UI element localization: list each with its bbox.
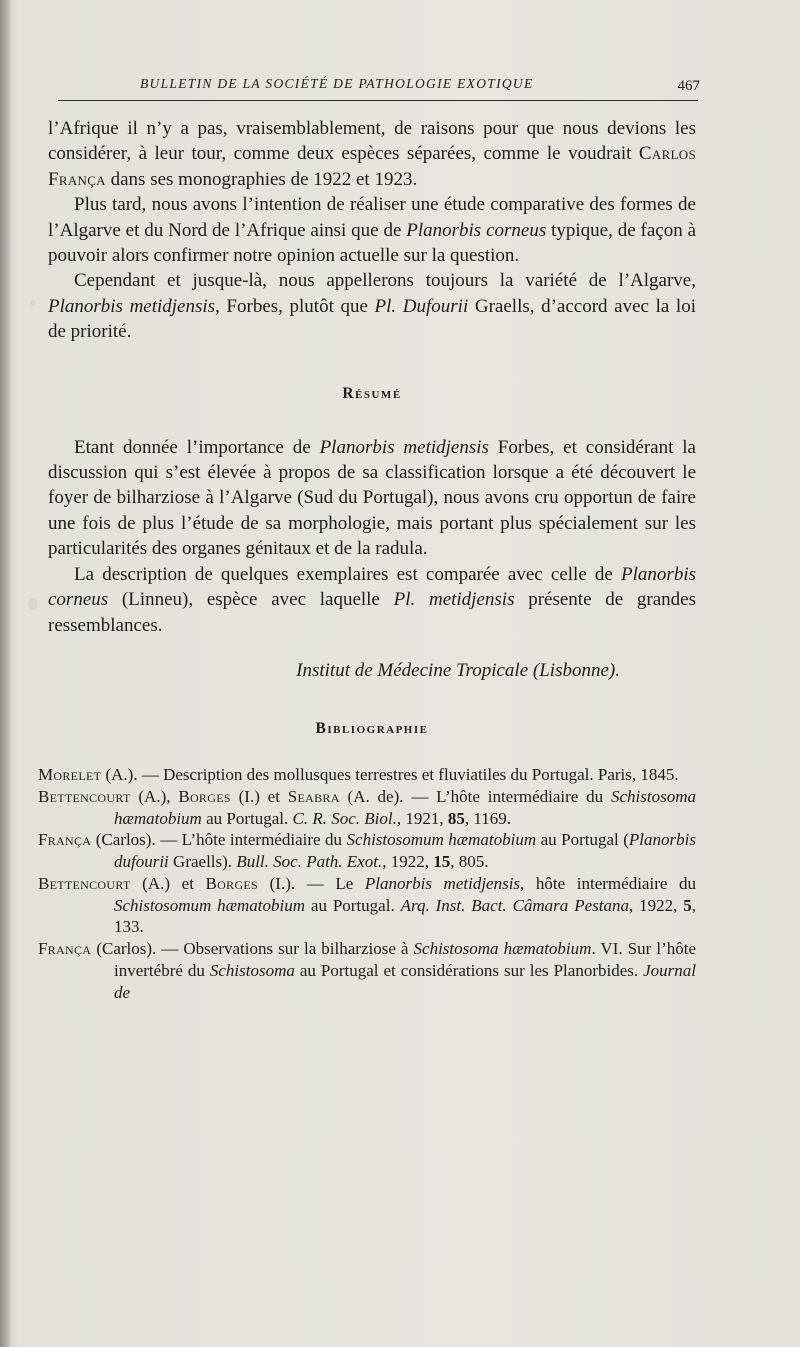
text-run: , 805. bbox=[450, 852, 489, 872]
author-name: Borges bbox=[178, 786, 231, 806]
italic-text: Schistosoma hæmatobium bbox=[114, 786, 696, 828]
text-run: Cependant et jusque-là, nous appellerons toujours la variété de l’Algarve, bbox=[74, 270, 696, 292]
running-title: BULLETIN DE LA SOCIÉTÉ DE PATHOLOGIE EXOTIQUE bbox=[140, 76, 534, 91]
page-spine-shadow bbox=[0, 0, 10, 1347]
text-run: (I.). — Le bbox=[258, 873, 365, 893]
page-number: 467 bbox=[677, 78, 700, 94]
text-run: typique, de façon à pouvoir alors confirmer notre opinion actuelle sur la question. bbox=[48, 219, 697, 267]
italic-text: Schistosoma hæmatobium bbox=[413, 939, 592, 959]
text-run: (Carlos). — Observations sur la bilharziose à bbox=[91, 939, 414, 959]
text-run: présente de grandes ressemblances. bbox=[48, 589, 696, 636]
text-run: , 133. bbox=[114, 895, 697, 937]
text-run: La description de quelques exemplaires est comparée avec celle de bbox=[74, 563, 622, 585]
text-run: au Portugal. bbox=[201, 808, 293, 828]
bibliography-list bbox=[38, 764, 696, 1004]
italic-text: Lisbonne bbox=[539, 659, 609, 681]
resume-heading: Résumé bbox=[342, 384, 402, 402]
resume-paragraph bbox=[48, 562, 696, 638]
text-run: , hôte intermédiaire du bbox=[520, 873, 697, 893]
intro-section bbox=[48, 116, 696, 345]
italic-text: C. R. Soc. Biol. bbox=[292, 808, 397, 828]
author-name: França bbox=[38, 939, 92, 959]
institution-signature bbox=[48, 660, 696, 682]
text-run: (A.), bbox=[130, 786, 179, 806]
italic-text: Planorbis corneus bbox=[48, 563, 696, 611]
text-run: , 1922, bbox=[628, 895, 684, 915]
bibliography-entry bbox=[38, 829, 696, 873]
italic-text: Bull. Soc. Path. Exot. bbox=[236, 852, 383, 872]
page-body bbox=[38, 116, 697, 1004]
author-name: Carlos França bbox=[48, 143, 696, 190]
italic-text: Planorbis metidjensis bbox=[319, 436, 489, 458]
italic-text: Pl. metidjensis bbox=[393, 589, 515, 611]
bibliography-entry bbox=[38, 873, 696, 938]
italic-text: Schistosomum hæmatobium bbox=[346, 830, 537, 850]
header-rule bbox=[58, 100, 698, 101]
intro-paragraph bbox=[48, 268, 696, 344]
italic-text: Pl. Dufourii bbox=[374, 295, 469, 317]
italic-text: Schistosomum hæmatobium bbox=[114, 895, 306, 915]
italic-text: Institut de Médecine Tropicale ( bbox=[296, 659, 540, 681]
text-run: (A.) et bbox=[130, 873, 206, 893]
author-name: Bettencourt bbox=[38, 873, 131, 893]
author-name: Borges bbox=[205, 873, 259, 893]
speck bbox=[30, 300, 36, 306]
italic-text: ). bbox=[608, 659, 620, 681]
author-name: Seabra bbox=[287, 786, 340, 806]
italic-text: Planorbis metidjensis bbox=[48, 295, 216, 317]
italic-text: Planorbis corneus bbox=[406, 219, 547, 241]
text-run: Graells, d’accord avec la loi de priorité. bbox=[48, 295, 696, 343]
text-run: , 1169. bbox=[464, 808, 511, 828]
author-name: França bbox=[38, 830, 92, 850]
text-run: au Portugal ( bbox=[536, 830, 629, 850]
text-run: l’Afrique il n’y a pas, vraisemblablement, de raisons pour que nous devions les considérer, à leur tour, comme deux espèces séparées, comme le voudrait bbox=[48, 118, 696, 165]
bibliography-entry bbox=[38, 764, 696, 786]
italic-text: Planorbis dufourii bbox=[114, 830, 696, 872]
text-run: , 1921, bbox=[396, 808, 448, 828]
volume-number: 85 bbox=[447, 808, 465, 828]
intro-paragraph bbox=[48, 192, 696, 268]
bibliography-entry bbox=[38, 786, 696, 830]
italic-text: Journal de bbox=[114, 961, 696, 1002]
italic-text: Planorbis metidjensis bbox=[364, 873, 521, 893]
text-run: Forbes, et considérant la discussion qui s’est élevée à propos de sa classification lorsque a été découvert le foyer de bilharziose à l’Algarve (Sud du Portugal), nous avons cru opportun de faire une fois de plus l’étude de sa morphologie, mais portant plus spécialement sur les particularités des organes génitaux et de la radula. bbox=[48, 436, 696, 560]
text-run: (Linneu), espèce avec laquelle bbox=[108, 589, 394, 611]
resume-paragraph bbox=[48, 435, 696, 562]
text-run: Graells). bbox=[168, 852, 237, 872]
text-run: au Portugal et considérations sur les Planorbides. bbox=[294, 961, 644, 981]
text-run: dans ses monographies de 1922 et 1923. bbox=[105, 168, 418, 190]
text-run: . VI. Sur l’hôte invertébré du bbox=[114, 939, 696, 981]
speck bbox=[28, 598, 38, 610]
text-run: , Forbes, plutôt que bbox=[215, 295, 375, 317]
author-name: Morelet bbox=[38, 764, 102, 784]
text-run: au Portugal. bbox=[305, 895, 401, 915]
text-run: Etant donnée l’importance de bbox=[74, 436, 320, 458]
text-run: Plus tard, nous avons l’intention de réaliser une étude comparative des formes de l’Algarve et du Nord de l’Afrique ainsi que de bbox=[48, 194, 696, 241]
italic-text: Arq. Inst. Bact. Câmara Pestana bbox=[400, 895, 629, 915]
text-run: , 1922, bbox=[382, 852, 434, 872]
bibliography-entry bbox=[38, 938, 696, 1003]
text-run: (A.). — Description des mollusques terrestres et fluviatiles du Portugal. Paris, 1845. bbox=[101, 764, 679, 784]
bibliography-heading: Bibliographie bbox=[315, 719, 429, 737]
volume-number: 15 bbox=[433, 852, 451, 872]
resume-section bbox=[48, 435, 696, 638]
text-run: (A. de). — L’hôte intermédiaire du bbox=[339, 786, 611, 806]
italic-text: Schistosoma bbox=[209, 961, 295, 981]
intro-paragraph bbox=[48, 116, 696, 192]
text-run: (I.) et bbox=[230, 786, 288, 806]
text-run: (Carlos). — L’hôte intermédiaire du bbox=[91, 830, 347, 850]
author-name: Bettencourt bbox=[38, 786, 131, 806]
volume-number: 5 bbox=[683, 895, 692, 915]
